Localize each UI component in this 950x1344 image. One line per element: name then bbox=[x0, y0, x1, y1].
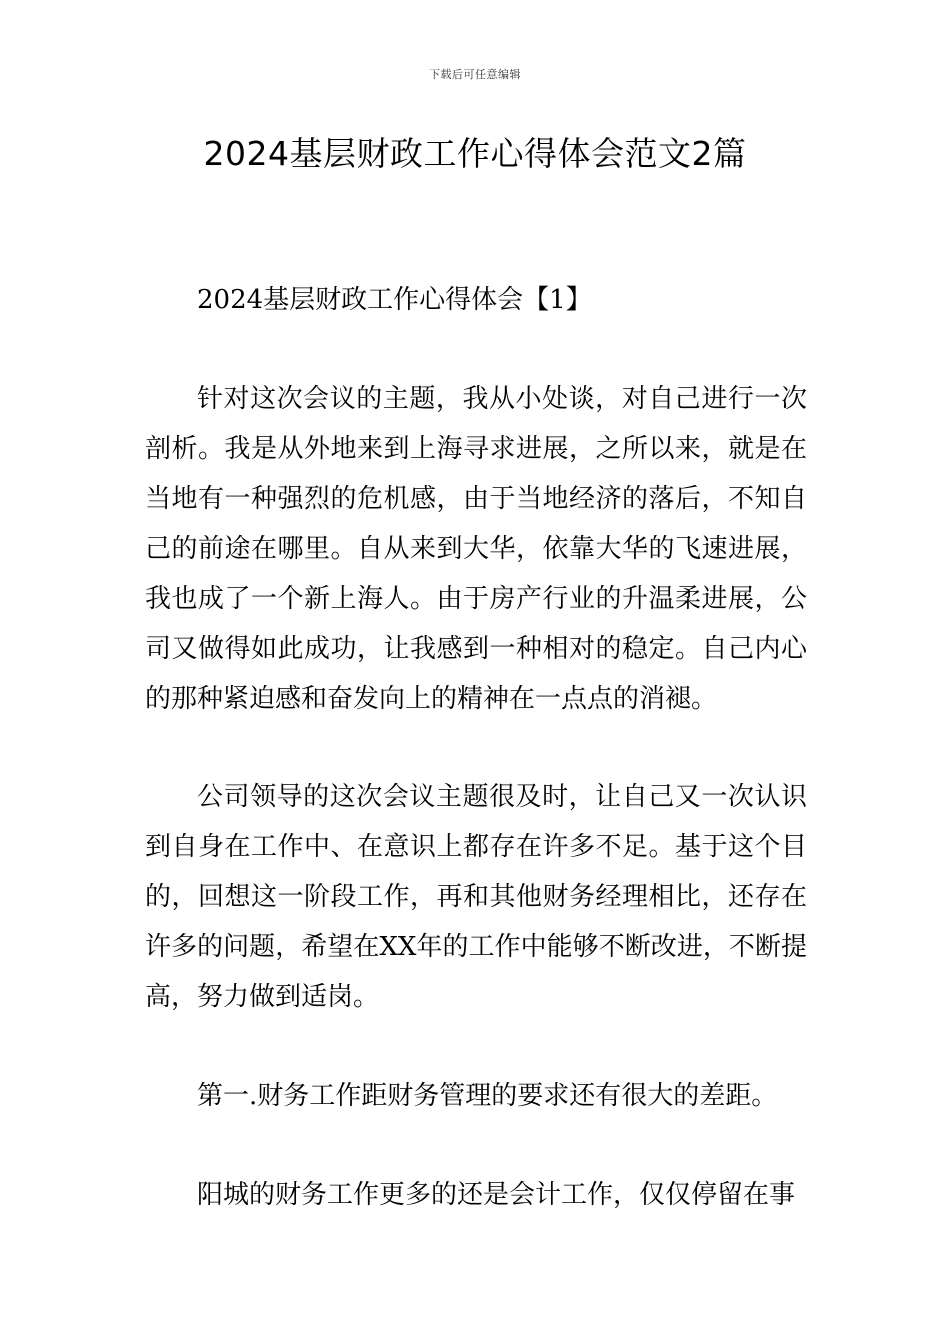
header-note: 下载后可任意编辑 bbox=[429, 68, 521, 81]
body-paragraph: 针对这次会议的主题，我从小处谈，对自己进行一次剖析。我是从外地来到上海寻求进展，之所以来，就是在当地有一种强烈的危机感，由于当地经济的落后，不知自己的前途在哪里。自从来到大华，依靠大华的飞速进展，我也成了一个新上海人。由于房产行业的升温柔进展，公司又做得如此成功，让我感到一种相对的稳定。自己内心的那种紧迫感和奋发向上的精神在一点点的消褪。 bbox=[145, 384, 807, 714]
body-paragraph-truncated: 阳城的财务工作更多的还是会计工作，仅仅停留在事 bbox=[197, 1180, 796, 1210]
paragraph-block-2 bbox=[145, 772, 807, 1022]
section-heading: 2024基层财政工作心得体会【1】 bbox=[197, 285, 592, 315]
subsection-heading: 第一.财务工作距财务管理的要求还有很大的差距。 bbox=[197, 1081, 778, 1111]
body-paragraph: 公司领导的这次会议主题很及时，让自己又一次认识到自身在工作中、在意识上都存在许多不足。基于这个目的，回想这一阶段工作，再和其他财务经理相比，还存在许多的问题，希望在XX年的工作中能够不断改进，不断提高，努力做到适岗。 bbox=[145, 782, 807, 1012]
document-title: 2024基层财政工作心得体会范文2篇 bbox=[203, 134, 747, 173]
paragraph-block-1 bbox=[145, 374, 807, 724]
